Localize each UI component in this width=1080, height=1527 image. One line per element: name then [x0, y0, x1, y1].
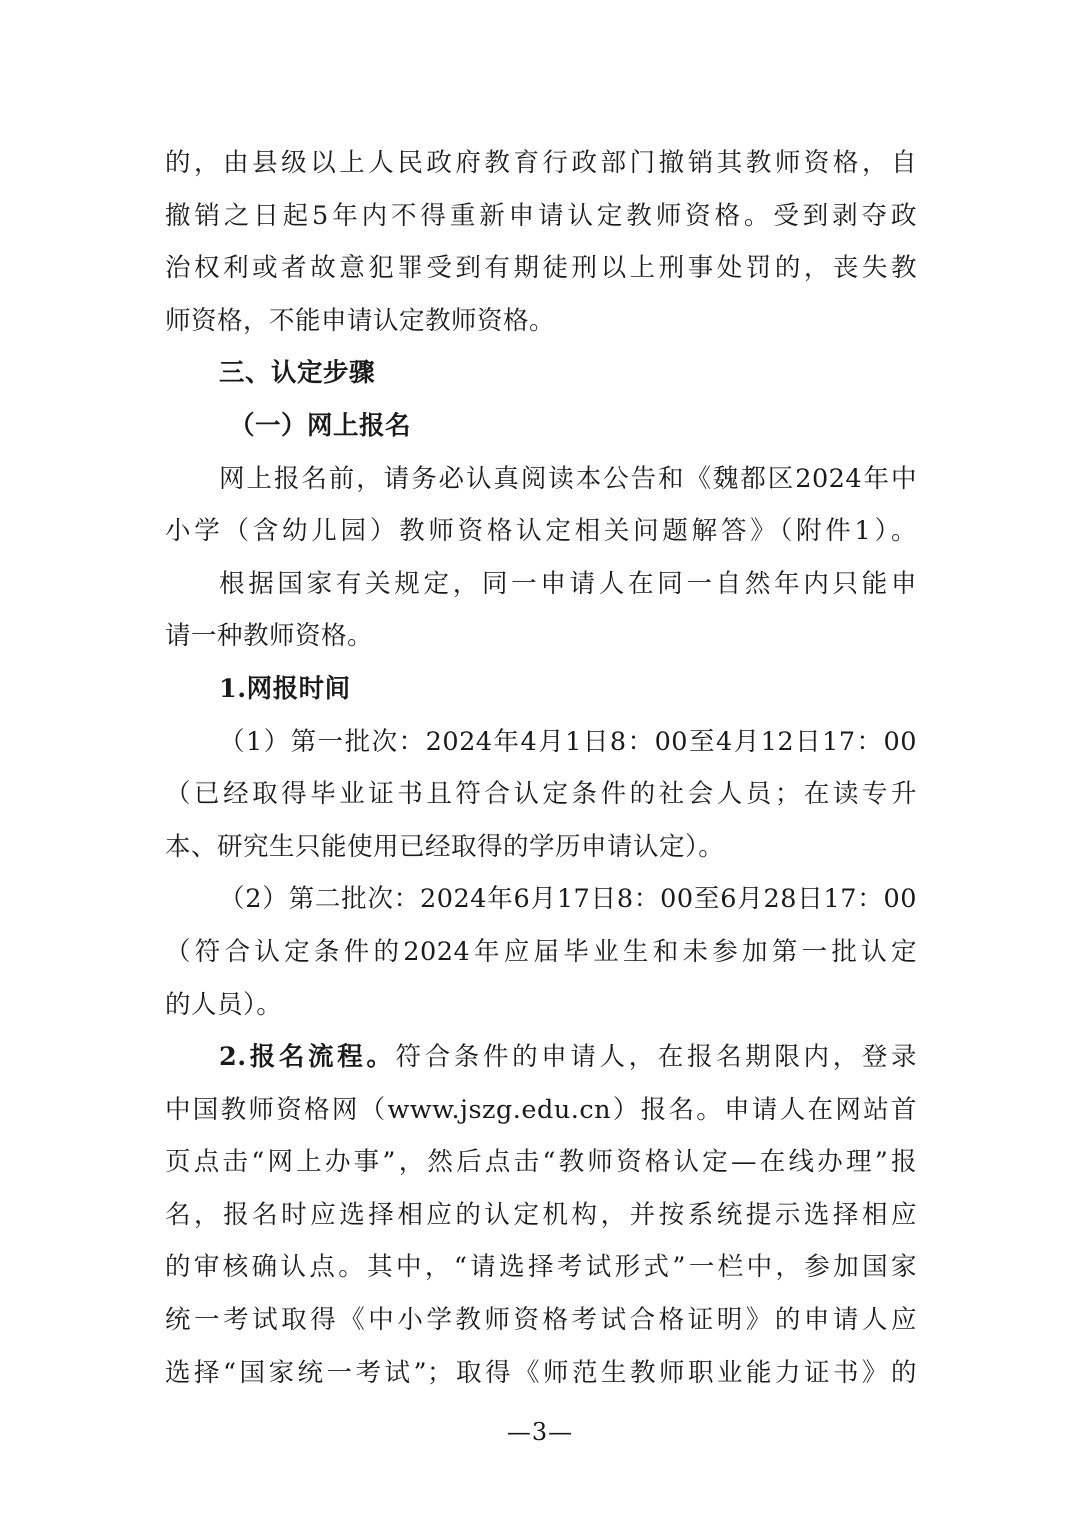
paragraph-line: 小学（含幼儿园）教师资格认定相关问题解答》（附件1）。	[165, 516, 917, 547]
paragraph-line: 师资格，不能申请认定教师资格。	[165, 305, 556, 336]
paragraph-line: 选择“国家统一考试”；取得《师范生教师职业能力证书》的	[165, 1357, 917, 1388]
paragraph-line: 的，由县级以上人民政府教育行政部门撤销其教师资格，自	[165, 148, 917, 178]
paragraph-text: 符合条件的申请人，在报名期限内，登录	[395, 1042, 917, 1073]
paragraph-line: 网上报名前，请务必认真阅读本公告和《魏都区2024年中	[219, 463, 917, 494]
paragraph-line: （2）第二批次：2024年6月17日8：00至6月28日17：00	[219, 884, 917, 915]
paragraph-line: （符合认定条件的2024年应届毕业生和未参加第一批认定	[165, 936, 917, 967]
paragraph-line: 撤销之日起5年内不得重新申请认定教师资格。受到剥夺政	[165, 200, 917, 231]
paragraph-line	[165, 1031, 917, 1084]
paragraph-line: 统一考试取得《中小学教师资格考试合格证明》的申请人应	[165, 1305, 917, 1336]
paragraph-line: 治权利或者故意犯罪受到有期徒刑以上刑事处罚的，丧失教	[165, 253, 917, 284]
paragraph-line: 请一种教师资格。	[165, 621, 374, 652]
subsection-heading: （一）网上报名	[229, 410, 412, 441]
document-body	[165, 137, 917, 1399]
paragraph-line: 中国教师资格网（www.jszg.edu.cn）报名。申请人在网站首	[165, 1094, 917, 1125]
paragraph-line: 的审核确认点。其中，“请选择考试形式”一栏中，参加国家	[165, 1252, 917, 1283]
paragraph-line: （已经取得毕业证书且符合认定条件的社会人员；在读专升	[165, 779, 917, 810]
item-heading: 1.网报时间	[219, 673, 351, 704]
paragraph-line: 本、研究生只能使用已经取得的学历申请认定）。	[165, 831, 725, 862]
paragraph-line: （1）第一批次：2024年4月1日8：00至4月12日17：00	[219, 726, 917, 757]
paragraph-line: 根据国家有关规定，同一申请人在同一自然年内只能申	[219, 568, 917, 599]
page-number: —3—	[506, 1418, 574, 1446]
paragraph-line: 页点击“网上办事”，然后点击“教师资格认定—在线办理”报	[165, 1147, 917, 1178]
section-heading: 三、认定步骤	[219, 358, 376, 389]
paragraph-line: 的人员）。	[165, 989, 283, 1020]
item-heading-inline: 2.报名流程。	[219, 1042, 396, 1073]
paragraph-line: 名，报名时应选择相应的认定机构，并按系统提示选择相应	[165, 1199, 917, 1230]
